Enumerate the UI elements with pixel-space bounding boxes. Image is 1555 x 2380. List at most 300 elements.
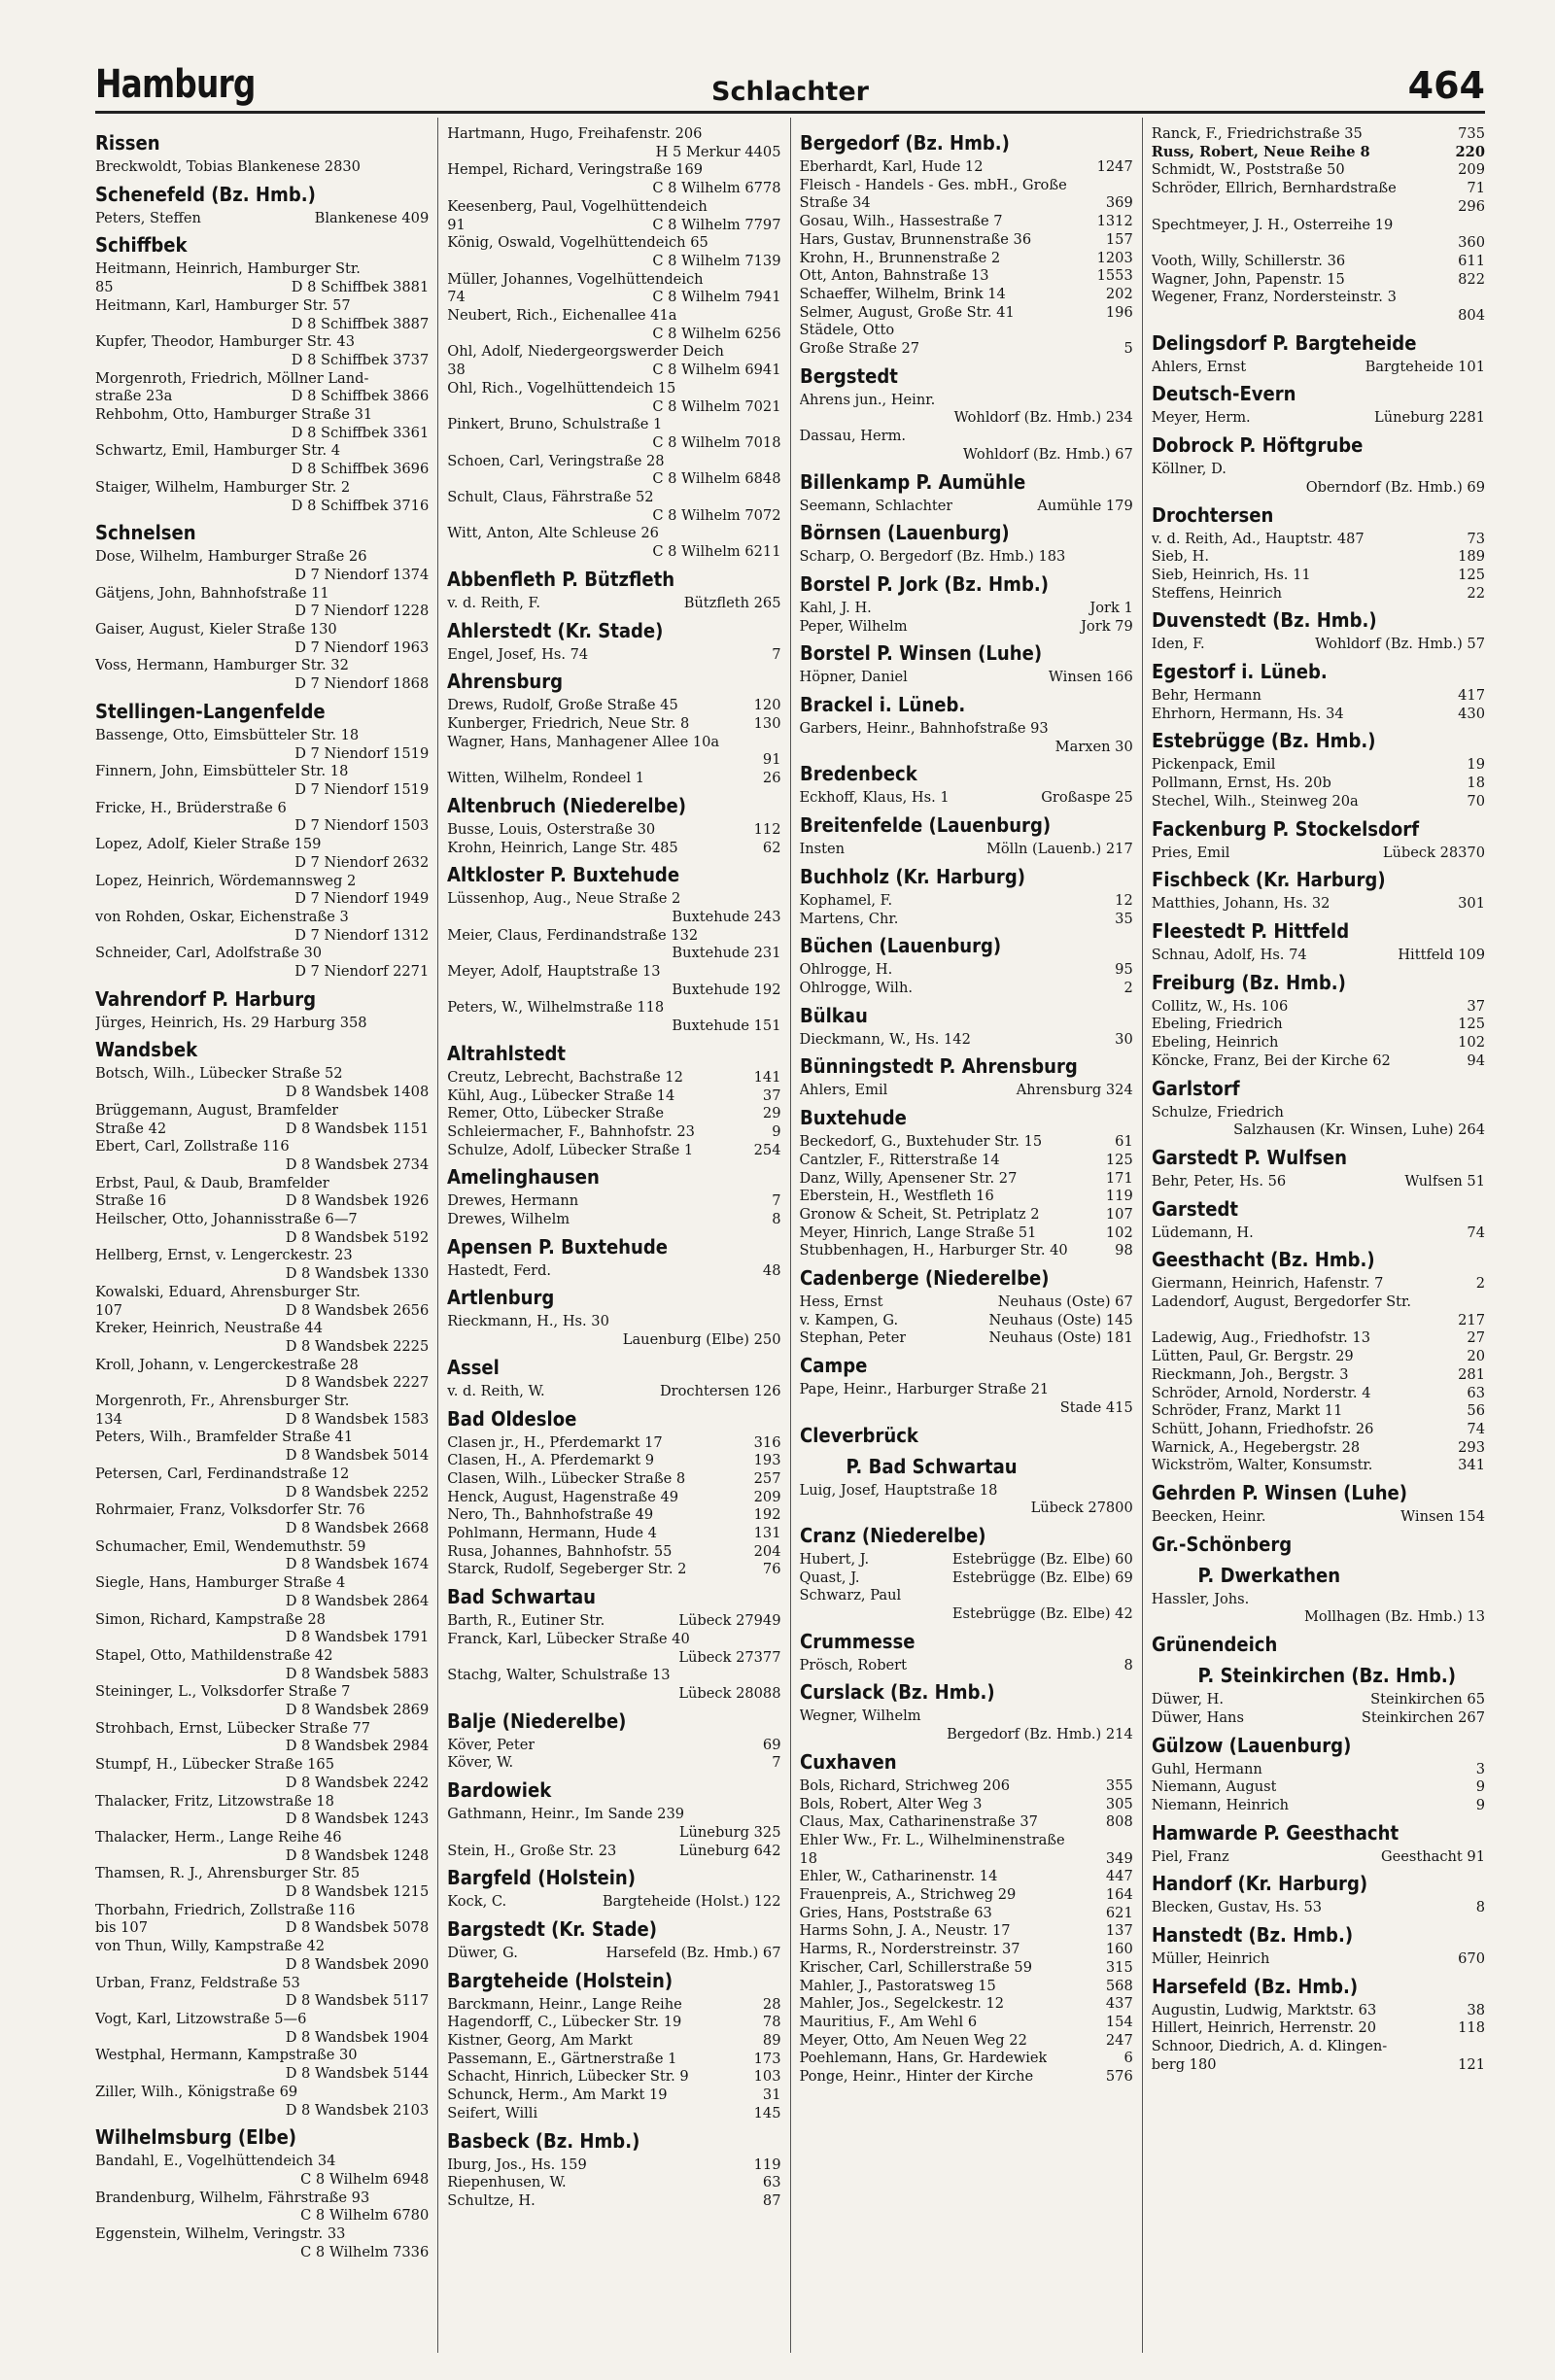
entry-text: 107 [95, 1301, 122, 1319]
directory-entry [800, 892, 1133, 911]
directory-entry [447, 1192, 780, 1211]
entry-phone: 157 [1105, 230, 1133, 248]
entry-text: Piel, Franz [1151, 1847, 1229, 1865]
entry-phone: 8 [772, 1211, 781, 1228]
entry-phone: D 8 Wandsbek 1791 [285, 1629, 430, 1646]
town-heading: Crummesse [799, 1629, 916, 1653]
directory-entry [1152, 1797, 1485, 1815]
entry-phone: D 8 Wandsbek 2103 [285, 2101, 430, 2119]
entry-phone: H 5 Merkur 4405 [655, 143, 781, 160]
directory-entry [95, 1647, 429, 1683]
entry-phone: 37 [762, 1087, 781, 1104]
entry-phone: 2 [1123, 979, 1133, 996]
town-heading: Wilhelmsburg (Elbe) [95, 2125, 297, 2150]
entry-text: Botsch, Wilh., Lübecker Straße 52 [95, 1065, 343, 1083]
entry-text: Claus, Max, Catharinenstraße 37 [799, 1813, 1038, 1831]
entry-phone: 315 [1105, 1958, 1133, 1976]
entry-phone: 204 [753, 1542, 781, 1560]
entry-phone: Estebrügge (Bz. Elbe) 60 [951, 1550, 1133, 1568]
entry-phone: 125 [1105, 1151, 1133, 1168]
entry-text: Peters, Steffen [95, 209, 201, 226]
entry-text: Köver, W. [447, 1754, 514, 1772]
directory-entry [1152, 1348, 1485, 1366]
entry-phone: 141 [753, 1068, 781, 1086]
entry-text: Jürges, Heinrich, Hs. 29 Harburg 358 [95, 1014, 367, 1031]
directory-entry [447, 2051, 780, 2069]
entry-phone: D 8 Wandsbek 2225 [285, 1337, 430, 1355]
directory-entry [800, 911, 1133, 929]
directory-entry [95, 297, 429, 333]
entry-text: Kühl, Aug., Lübecker Straße 14 [447, 1087, 675, 1104]
directory-entry [447, 1561, 780, 1579]
entry-phone: Aumühle 179 [1037, 497, 1133, 514]
entry-text: Breckwoldt, Tobias Blankenese 2830 [95, 158, 361, 175]
entry-text: Schultze, H. [447, 2191, 536, 2209]
town-heading: Gr.-Schönberg [1151, 1532, 1292, 1556]
entry-phone: 209 [753, 1488, 781, 1505]
directory-entry [1152, 947, 1485, 965]
directory-entry [1152, 359, 1485, 377]
entry-phone: 305 [1105, 1795, 1133, 1812]
directory-entry [800, 177, 1133, 213]
entry-text: Schleiermacher, F., Bahnhofstr. 23 [447, 1122, 695, 1140]
entry-text: Clasen jr., H., Pferdemarkt 17 [447, 1433, 663, 1451]
directory-entry [1152, 144, 1485, 162]
directory-entry [800, 392, 1133, 428]
directory-entry [447, 2032, 780, 2051]
entry-text: Gätjens, John, Bahnhofstraße 11 [95, 584, 329, 602]
entry-text: Gathmann, Heinr., Im Sande 239 [447, 1806, 685, 1823]
directory-entry [1152, 1104, 1485, 1140]
directory-entry [1152, 1173, 1485, 1191]
page-number: 464 [1407, 64, 1485, 107]
entry-phone: 735 [1458, 125, 1485, 142]
entry-phone: 192 [753, 1506, 781, 1524]
entry-text: Eggenstein, Wilhelm, Veringstr. 33 [95, 2225, 346, 2243]
directory-entry [800, 1587, 1133, 1623]
entry-phone: 102 [1458, 1034, 1485, 1052]
entry-text: Heitmann, Heinrich, Hamburger Str. [95, 260, 361, 278]
entry-phone: Drochtersen 126 [659, 1382, 781, 1399]
entry-phone: C 8 Wilhelm 6780 [300, 2207, 430, 2225]
entry-phone: Jork 79 [1081, 617, 1133, 635]
directory-entry [1152, 180, 1485, 216]
entry-text: Morgenroth, Fr., Ahrensburger Str. [95, 1393, 350, 1410]
entry-phone: 71 [1467, 180, 1485, 197]
entry-text: Bols, Richard, Strichweg 206 [799, 1776, 1011, 1794]
entry-phone: C 8 Wilhelm 7336 [300, 2243, 430, 2260]
entry-text: Rohrmaier, Franz, Volksdorfer Str. 76 [95, 1501, 365, 1519]
entry-phone: 95 [1115, 961, 1133, 979]
entry-phone: 220 [1455, 143, 1485, 160]
town-heading: Balje (Niederelbe) [447, 1708, 627, 1733]
page-section-title: Schlachter [711, 77, 869, 107]
directory-entry [1152, 998, 1485, 1017]
directory-entry [447, 1893, 780, 1912]
entry-phone: D 8 Wandsbek 2656 [285, 1301, 430, 1319]
entry-text: Franck, Karl, Lübecker Straße 40 [447, 1630, 690, 1647]
entry-phone: Winsen 154 [1400, 1508, 1485, 1526]
directory-entry [95, 1211, 429, 1247]
directory-entry [95, 1793, 429, 1829]
directory-entry [95, 2225, 429, 2261]
entry-text: Düwer, Hans [1151, 1708, 1244, 1726]
directory-entry [800, 267, 1133, 286]
entry-text: Hillert, Heinrich, Herrenstr. 20 [1151, 2019, 1377, 2037]
directory-entry [800, 322, 1133, 358]
directory-entry [447, 2014, 780, 2032]
entry-text: Ohl, Rich., Vogelhüttendeich 15 [447, 379, 676, 397]
entry-text: v. d. Reith, F. [447, 594, 540, 611]
directory-entry [95, 2011, 429, 2047]
directory-columns [95, 118, 1485, 2353]
directory-entry [800, 2032, 1133, 2051]
entry-phone: 78 [762, 2014, 781, 2031]
directory-entry [1152, 253, 1485, 271]
entry-text: Schunck, Herm., Am Markt 19 [447, 2087, 668, 2104]
entry-phone: 73 [1467, 530, 1485, 547]
entry-text: Behr, Hermann [1151, 687, 1261, 705]
town-heading: Dobrock P. Höftgrube [1151, 433, 1364, 458]
directory-entry [447, 1806, 780, 1842]
entry-text: Hubert, J. [799, 1550, 870, 1568]
directory-entry [447, 2087, 780, 2105]
town-heading: Börnsen (Lauenburg) [799, 521, 1010, 545]
entry-text: Höpner, Daniel [799, 669, 908, 686]
directory-entry [447, 1383, 780, 1401]
entry-text: Barckmann, Heinr., Lange Reihe [447, 1995, 682, 2013]
entry-text: Niemann, August [1151, 1778, 1277, 1796]
directory-entry [95, 1611, 429, 1647]
town-heading: Drochtersen [1151, 502, 1274, 527]
town-heading: Büchen (Lauenburg) [799, 934, 1001, 958]
entry-text: Ehler Ww., Fr. L., Wilhelminenstraße [799, 1831, 1065, 1848]
directory-entry [95, 657, 429, 693]
entry-text: Kophamel, F. [799, 891, 893, 909]
entry-text: Hagendorff, C., Lübecker Str. 19 [447, 2014, 682, 2031]
directory-entry [447, 343, 780, 379]
town-heading: Buchholz (Kr. Harburg) [799, 864, 1025, 888]
town-heading: Schiffbek [95, 233, 188, 258]
directory-entry [447, 1612, 780, 1631]
directory-entry [1152, 1778, 1485, 1797]
town-heading: Bergedorf (Bz. Hmb.) [799, 131, 1010, 155]
entry-text: Ohl, Adolf, Niedergeorgswerder Deich [447, 343, 724, 361]
directory-entry [800, 1031, 1133, 1050]
directory-entry [447, 1262, 780, 1281]
directory-entry [800, 1905, 1133, 1923]
directory-entry [800, 1551, 1133, 1569]
directory-entry [1152, 1508, 1485, 1527]
entry-text: Beckedorf, G., Buxtehuder Str. 15 [799, 1133, 1043, 1151]
entry-text: Hempel, Richard, Veringstraße 169 [447, 161, 704, 179]
entry-phone: 5 [1123, 340, 1133, 358]
town-heading: Altenbruch (Niederelbe) [447, 793, 687, 817]
directory-entry [1152, 793, 1485, 811]
entry-phone: D 8 Wandsbek 5883 [285, 1665, 430, 1682]
entry-text: Müller, Johannes, Vogelhüttendeich [447, 270, 704, 288]
town-heading: Fleestedt P. Hittfeld [1151, 918, 1349, 943]
town-heading: Harsefeld (Bz. Hmb.) [1151, 1974, 1358, 1998]
town-heading: Altkloster P. Buxtehude [447, 863, 680, 887]
entry-phone: 822 [1458, 270, 1485, 288]
directory-entry [95, 945, 429, 981]
entry-text: Augustin, Ludwig, Marktstr. 63 [1151, 2001, 1377, 2018]
entry-phone: Buxtehude 192 [672, 981, 781, 998]
entry-phone: 171 [1105, 1169, 1133, 1187]
entry-phone: 9 [1475, 1796, 1485, 1813]
entry-text: Sieb, H. [1151, 548, 1210, 566]
entry-phone: Steinkirchen 65 [1370, 1691, 1485, 1708]
entry-phone: D 8 Schiffbek 3881 [291, 279, 430, 296]
entry-text: Petersen, Carl, Ferdinandstraße 12 [95, 1465, 350, 1482]
town-heading: Ahlerstedt (Kr. Stade) [447, 618, 664, 642]
entry-phone: 112 [753, 820, 781, 838]
entry-phone: Buxtehude 151 [672, 1018, 781, 1035]
entry-text: Seifert, Willi [447, 2104, 538, 2121]
entry-phone: 120 [753, 697, 781, 714]
entry-phone: D 8 Wandsbek 1408 [285, 1084, 430, 1101]
entry-text: Schwarz, Paul [799, 1587, 902, 1604]
entry-phone: 1553 [1096, 267, 1133, 285]
entry-phone: 119 [1105, 1188, 1133, 1205]
directory-entry [447, 927, 780, 963]
entry-text: Müller, Heinrich [1151, 1950, 1270, 1968]
town-heading: Curslack (Bz. Hmb.) [799, 1680, 995, 1705]
entry-text: Hassler, Johs. [1151, 1590, 1250, 1607]
entry-text: Pinkert, Bruno, Schulstraße 1 [447, 416, 663, 433]
town-heading: Bargteheide (Holstein) [447, 1968, 674, 1992]
entry-text: Wickström, Walter, Konsumstr. [1151, 1457, 1373, 1474]
entry-phone: C 8 Wilhelm 6941 [652, 362, 781, 379]
entry-text: Schröder, Ellrich, Bernhardstraße [1151, 180, 1397, 197]
entry-text: Schaeffer, Wilhelm, Brink 14 [799, 285, 1006, 302]
entry-phone: 70 [1467, 792, 1485, 810]
directory-entry [1152, 548, 1485, 567]
directory-entry [447, 1843, 780, 1861]
town-heading: Garlstorf [1151, 1076, 1240, 1100]
entry-phone: 209 [1458, 161, 1485, 179]
directory-entry [447, 646, 780, 665]
town-heading: Bad Oldesloe [447, 1406, 577, 1431]
entry-text: Krohn, Heinrich, Lange Str. 485 [447, 839, 678, 856]
entry-phone: 76 [762, 1561, 781, 1578]
entry-phone: 131 [753, 1525, 781, 1542]
entry-text: Ebeling, Friedrich [1151, 1016, 1283, 1033]
directory-entry [95, 1015, 429, 1033]
directory-entry [447, 1667, 780, 1703]
directory-entry [447, 2068, 780, 2087]
directory-entry [1152, 1275, 1485, 1293]
entry-text: Rieckmann, Joh., Bergstr. 3 [1151, 1365, 1349, 1383]
entry-phone: Estebrügge (Bz. Elbe) 42 [951, 1605, 1133, 1623]
directory-entry [1152, 2038, 1485, 2074]
entry-text: Stephan, Peter [799, 1329, 907, 1347]
directory-entry [447, 1996, 780, 2015]
directory-entry [447, 1737, 780, 1755]
entry-text: Giermann, Heinrich, Hafenstr. 7 [1151, 1275, 1384, 1293]
directory-entry [1152, 1293, 1485, 1329]
directory-entry [800, 1777, 1133, 1796]
directory-entry [95, 210, 429, 228]
entry-phone: Bargteheide 101 [1365, 358, 1485, 375]
directory-entry [447, 125, 780, 161]
column-3 [790, 118, 1142, 2353]
entry-phone: 121 [1458, 2055, 1485, 2073]
entry-phone: D 8 Schiffbek 3716 [291, 497, 430, 514]
entry-phone: Lüneburg 325 [678, 1823, 781, 1841]
directory-entry [95, 260, 429, 296]
directory-entry [447, 595, 780, 613]
entry-phone: 63 [1467, 1384, 1485, 1401]
directory-entry [95, 548, 429, 584]
directory-entry [447, 715, 780, 734]
directory-entry [447, 1142, 780, 1160]
directory-entry [800, 213, 1133, 231]
directory-entry [1152, 845, 1485, 863]
directory-entry [1152, 1709, 1485, 1728]
entry-phone: 63 [762, 2174, 781, 2191]
directory-entry [95, 1393, 429, 1429]
entry-phone: D 8 Wandsbek 2869 [285, 1702, 430, 1719]
entry-text: Gaiser, August, Kieler Straße 130 [95, 621, 337, 638]
entry-phone: 670 [1458, 1950, 1485, 1968]
entry-text: Creutz, Lebrecht, Bachstraße 12 [447, 1068, 683, 1086]
directory-entry [1152, 1052, 1485, 1071]
entry-text: Collitz, W., Hs. 106 [1151, 997, 1289, 1015]
entry-text: Spechtmeyer, J. H., Osterreihe 19 [1151, 216, 1394, 233]
entry-text: Sieb, Heinrich, Hs. 11 [1151, 566, 1311, 583]
entry-text: Clasen, H., A. Pferdemarkt 9 [447, 1452, 655, 1469]
directory-entry [800, 1978, 1133, 1996]
entry-phone: Stade 415 [1059, 1398, 1133, 1416]
entry-text: Mahler, Jos., Segelckestr. 12 [799, 1995, 1005, 2013]
entry-phone: D 8 Wandsbek 2252 [285, 1483, 430, 1500]
directory-entry [1152, 1691, 1485, 1709]
entry-text: Meier, Claus, Ferdinandstraße 132 [447, 926, 699, 944]
entry-text: Pohlmann, Hermann, Hude 4 [447, 1525, 657, 1542]
entry-phone: Harsefeld (Bz. Hmb.) 67 [605, 1944, 781, 1961]
directory-entry [447, 2192, 780, 2211]
entry-text: Martens, Chr. [799, 910, 899, 927]
directory-entry [800, 669, 1133, 687]
entry-phone: 355 [1105, 1776, 1133, 1794]
directory-entry [1152, 1366, 1485, 1385]
directory-entry [95, 1284, 429, 1320]
entry-text: Schoen, Carl, Veringstraße 28 [447, 452, 665, 469]
entry-phone: 7 [772, 645, 781, 663]
directory-entry [447, 1543, 780, 1562]
entry-text: Straße 16 [95, 1192, 167, 1210]
entry-text: Matthies, Johann, Hs. 32 [1151, 895, 1330, 913]
entry-text: Bols, Robert, Alter Weg 3 [799, 1795, 983, 1812]
entry-phone: 35 [1115, 910, 1133, 927]
entry-text: Schütt, Johann, Friedhofstr. 26 [1151, 1420, 1374, 1437]
entry-text: Pape, Heinr., Harburger Straße 21 [799, 1381, 1050, 1398]
entry-phone: 20 [1467, 1348, 1485, 1365]
town-heading: Hanstedt (Bz. Hmb.) [1151, 1923, 1353, 1948]
entry-phone: Wohldorf (Bz. Hmb.) 234 [953, 409, 1133, 427]
directory-entry [800, 1832, 1133, 1868]
entry-text: Wegner, Wilhelm [799, 1707, 921, 1725]
entry-phone: C 8 Wilhelm 7797 [652, 216, 781, 233]
directory-entry [1152, 1402, 1485, 1421]
entry-text: Kistner, Georg, Am Markt [447, 2032, 633, 2050]
entry-phone: 62 [762, 839, 781, 856]
entry-text: Eckhoff, Klaus, Hs. 1 [799, 789, 950, 807]
entry-text: Iburg, Jos., Hs. 159 [447, 2156, 587, 2173]
directory-entry [447, 1434, 780, 1453]
entry-text: Strohbach, Ernst, Lübecker Straße 77 [95, 1719, 371, 1737]
entry-text: 18 [799, 1849, 818, 1867]
entry-text: Meyer, Hinrich, Lange Straße 51 [799, 1224, 1037, 1241]
entry-phone: Wohldorf (Bz. Hmb.) 67 [962, 445, 1133, 463]
directory-entry [800, 1959, 1133, 1978]
entry-text: Brandenburg, Wilhelm, Fährstraße 93 [95, 2189, 370, 2206]
entry-phone: D 7 Niendorf 1503 [294, 817, 430, 835]
entry-phone: 94 [1467, 1052, 1485, 1069]
entry-phone: D 8 Wandsbek 1330 [285, 1265, 430, 1283]
entry-text: Seemann, Schlachter [799, 497, 953, 514]
entry-text: v. Kampen, G. [799, 1311, 899, 1328]
directory-entry [95, 909, 429, 945]
entry-text: Ehler, W., Catharinenstr. 14 [799, 1868, 998, 1885]
entry-text: Schmidt, W., Poststraße 50 [1151, 161, 1345, 179]
directory-entry [800, 1796, 1133, 1814]
entry-phone: 145 [753, 2104, 781, 2121]
directory-entry [800, 304, 1133, 323]
entry-text: Starck, Rudolf, Segeberger Str. 2 [447, 1561, 687, 1578]
entry-text: Peters, W., Wilhelmstraße 118 [447, 999, 665, 1017]
entry-phone: C 8 Wilhelm 6256 [652, 325, 781, 342]
directory-entry [1152, 775, 1485, 793]
directory-entry [1152, 1457, 1485, 1475]
directory-entry [447, 2156, 780, 2175]
entry-text: Neubert, Rich., Eichenallee 41a [447, 307, 677, 325]
entry-text: Krohn, H., Brunnenstraße 2 [799, 249, 1001, 266]
entry-phone: 37 [1467, 997, 1485, 1015]
entry-phone: 12 [1115, 891, 1133, 909]
page-header [95, 49, 1485, 114]
entry-text: Gronow & Scheit, St. Petriplatz 2 [799, 1205, 1040, 1223]
town-heading: Gülzow (Lauenburg) [1151, 1733, 1352, 1757]
entry-text: Kahl, J. H. [799, 599, 872, 616]
entry-text: Clasen, Wilh., Lübecker Straße 8 [447, 1469, 686, 1487]
entry-phone: Steinkirchen 267 [1361, 1708, 1485, 1726]
town-heading: Cuxhaven [799, 1749, 897, 1774]
entry-text: Harms, R., Norderstreinstr. 37 [799, 1941, 1020, 1958]
directory-entry [1152, 409, 1485, 428]
entry-phone: 804 [1458, 307, 1485, 325]
directory-entry [447, 2105, 780, 2123]
entry-phone: 107 [1105, 1205, 1133, 1223]
entry-phone: 369 [1105, 194, 1133, 212]
directory-entry [447, 697, 780, 715]
entry-text: Düwer, H. [1151, 1691, 1224, 1708]
directory-entry [447, 1452, 780, 1470]
directory-entry [800, 1482, 1133, 1518]
entry-text: Garbers, Heinr., Bahnhofstraße 93 [799, 720, 1049, 738]
entry-phone: Buxtehude 243 [672, 908, 781, 925]
town-heading: Fackenburg P. Stockelsdorf [1151, 816, 1419, 841]
entry-text: Dieckmann, W., Hs. 142 [799, 1030, 971, 1048]
town-heading: Artlenburg [447, 1286, 555, 1310]
town-heading: Ahrensburg [447, 670, 564, 694]
directory-entry [1152, 1034, 1485, 1052]
directory-entry [95, 370, 429, 406]
entry-text: Rehbohm, Otto, Hamburger Straße 31 [95, 406, 373, 424]
entry-text: von Rohden, Oskar, Eichenstraße 3 [95, 908, 349, 925]
